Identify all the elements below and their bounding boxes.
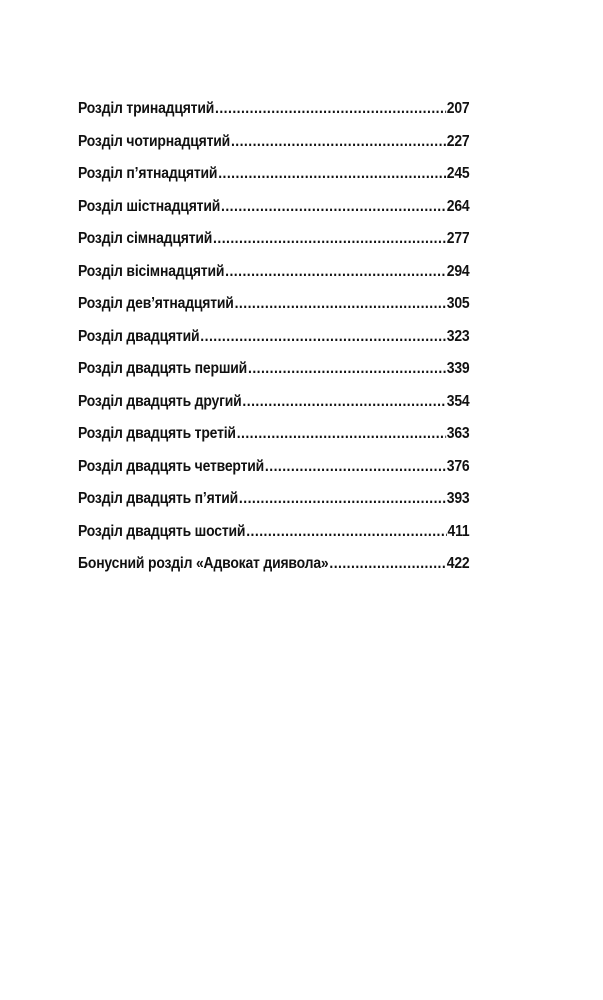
- toc-entry-title: Розділ п’ятнадцятий: [78, 165, 218, 182]
- toc-entry-title: Розділ двадцять четвертий: [78, 457, 265, 475]
- toc-entry-title: Розділ двадцять другий: [78, 392, 242, 410]
- toc-dot-leader: [239, 490, 446, 508]
- toc-entry-title: Розділ двадцятий: [78, 327, 200, 345]
- toc-entry-page: 363: [446, 425, 470, 442]
- toc-entry: [78, 295, 470, 328]
- toc-dot-leader: [237, 425, 446, 443]
- toc-dot-leader: [200, 328, 446, 346]
- toc-entry: [78, 490, 470, 523]
- toc-entry-page: 245: [446, 165, 470, 182]
- toc-entry-page: 277: [446, 230, 470, 247]
- toc-entry-page: 227: [446, 132, 470, 150]
- toc-entry: [78, 458, 470, 491]
- toc-entry-title: Бонусний розділ «Адвокат диявола»: [78, 555, 329, 572]
- toc-entry-page: 264: [446, 197, 470, 215]
- toc-entry-title: Розділ двадцять перший: [78, 360, 248, 377]
- toc-dot-leader: [231, 133, 446, 151]
- toc-dot-leader: [329, 555, 445, 573]
- toc-entry: [78, 360, 470, 393]
- toc-entry-title: Розділ сімнадцятий: [78, 230, 213, 247]
- toc-entry: [78, 328, 470, 361]
- toc-dot-leader: [221, 198, 446, 216]
- toc-entry-title: Розділ двадцять шостий: [78, 522, 246, 540]
- toc-entry-title: Розділ двадцять п’ятий: [78, 490, 239, 507]
- toc-dot-leader: [246, 523, 446, 541]
- toc-entry-page: 294: [446, 262, 470, 280]
- toc-entry: [78, 133, 470, 166]
- toc-entry-page: 305: [446, 295, 470, 312]
- toc-entry-title: Розділ дев’ятнадцятий: [78, 295, 234, 312]
- toc-entry: [78, 263, 470, 296]
- toc-dot-leader: [215, 100, 446, 118]
- table-of-contents: [78, 100, 470, 588]
- toc-dot-leader: [218, 165, 446, 183]
- toc-entry: [78, 198, 470, 231]
- toc-entry-page: 207: [446, 100, 470, 117]
- toc-entry: [78, 230, 470, 263]
- toc-entry: [78, 165, 470, 198]
- toc-entry-title: Розділ вісімнадцятий: [78, 262, 225, 280]
- toc-dot-leader: [225, 263, 446, 281]
- toc-entry: [78, 425, 470, 458]
- toc-dot-leader: [213, 230, 446, 248]
- toc-entry-page: 354: [446, 392, 470, 410]
- toc-entry: [78, 393, 470, 426]
- toc-entry-title: Розділ двадцять третій: [78, 425, 236, 442]
- toc-entry-page: 422: [446, 555, 470, 572]
- toc-entry: [78, 100, 470, 133]
- toc-entry-title: Розділ шістнадцятий: [78, 197, 221, 215]
- toc-entry: [78, 523, 470, 556]
- toc-dot-leader: [242, 393, 445, 411]
- toc-entry-title: Розділ тринадцятий: [78, 100, 215, 117]
- toc-dot-leader: [265, 458, 446, 476]
- toc-entry-page: 339: [446, 360, 470, 377]
- toc-entry-page: 376: [446, 457, 470, 475]
- toc-dot-leader: [235, 295, 446, 313]
- toc-entry-page: 323: [446, 327, 470, 345]
- toc-entry-title: Розділ чотирнадцятий: [78, 132, 231, 150]
- toc-dot-leader: [248, 360, 446, 378]
- toc-entry: [78, 555, 470, 588]
- toc-entry-page: 393: [446, 490, 470, 507]
- toc-entry-page: 411: [447, 522, 470, 540]
